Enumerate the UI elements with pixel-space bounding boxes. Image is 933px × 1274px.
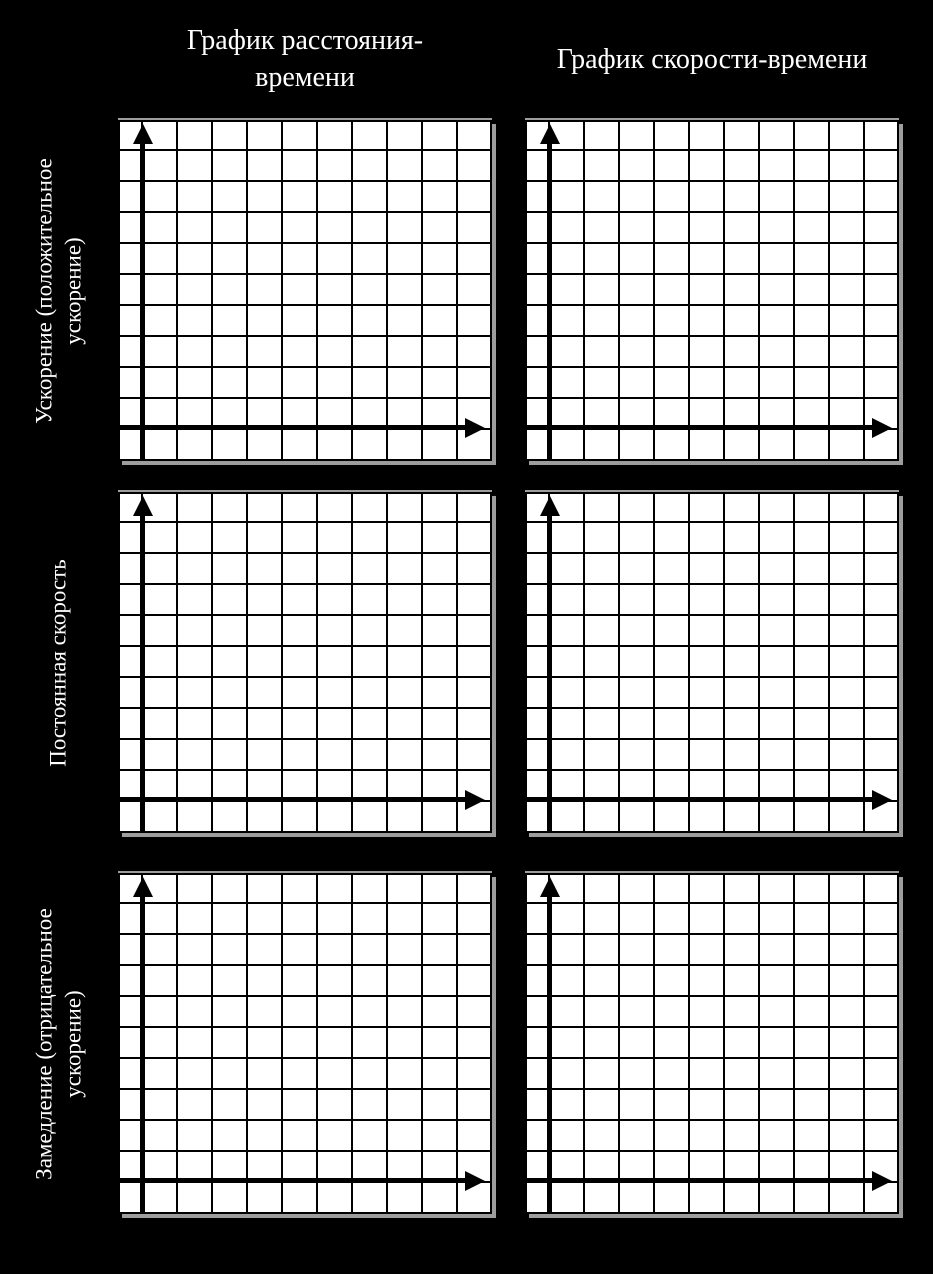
x-axis [527, 797, 873, 802]
y-axis-up-arrow-icon [540, 496, 560, 516]
x-axis-right-arrow-icon [465, 418, 485, 438]
y-axis [140, 889, 145, 1212]
row-label-constant-velocity-text: Постоянная скорость [45, 558, 71, 767]
row-label-deceleration [0, 873, 118, 1214]
column-header-distance-time [118, 10, 492, 110]
x-axis [120, 1178, 466, 1183]
y-axis [547, 889, 552, 1212]
graph-grid-deceleration-distance-time [118, 873, 492, 1214]
row-label-acceleration-text: Ускорение (положительное ускорение) [31, 157, 85, 424]
y-axis-up-arrow-icon [540, 124, 560, 144]
graph-grid-deceleration-velocity-time [525, 873, 899, 1214]
x-axis-right-arrow-icon [872, 790, 892, 810]
y-axis-up-arrow-icon [540, 877, 560, 897]
graph-grid-acceleration-velocity-time [525, 120, 899, 461]
y-axis [547, 136, 552, 459]
x-axis [527, 1178, 873, 1183]
x-axis-right-arrow-icon [465, 790, 485, 810]
x-axis [120, 797, 466, 802]
x-axis-right-arrow-icon [872, 1171, 892, 1191]
y-axis-up-arrow-icon [133, 877, 153, 897]
graph-grid-constant-velocity-distance-time [118, 492, 492, 833]
x-axis-right-arrow-icon [465, 1171, 485, 1191]
y-axis [140, 136, 145, 459]
graph-grid-constant-velocity-velocity-time [525, 492, 899, 833]
x-axis-right-arrow-icon [872, 418, 892, 438]
column-header-distance-time-label: График расстояния-времени [186, 25, 424, 93]
y-axis-up-arrow-icon [133, 496, 153, 516]
x-axis [527, 425, 873, 430]
x-axis [120, 425, 466, 430]
column-header-velocity-time-label: График скорости-времени [556, 43, 868, 75]
y-axis [140, 508, 145, 831]
row-label-constant-velocity [0, 492, 118, 833]
y-axis [547, 508, 552, 831]
column-header-velocity-time [525, 10, 899, 110]
row-label-acceleration [0, 120, 118, 461]
row-label-deceleration-text: Замедление (отрицательное ускорение) [31, 907, 85, 1180]
y-axis-up-arrow-icon [133, 124, 153, 144]
graph-grid-acceleration-distance-time [118, 120, 492, 461]
